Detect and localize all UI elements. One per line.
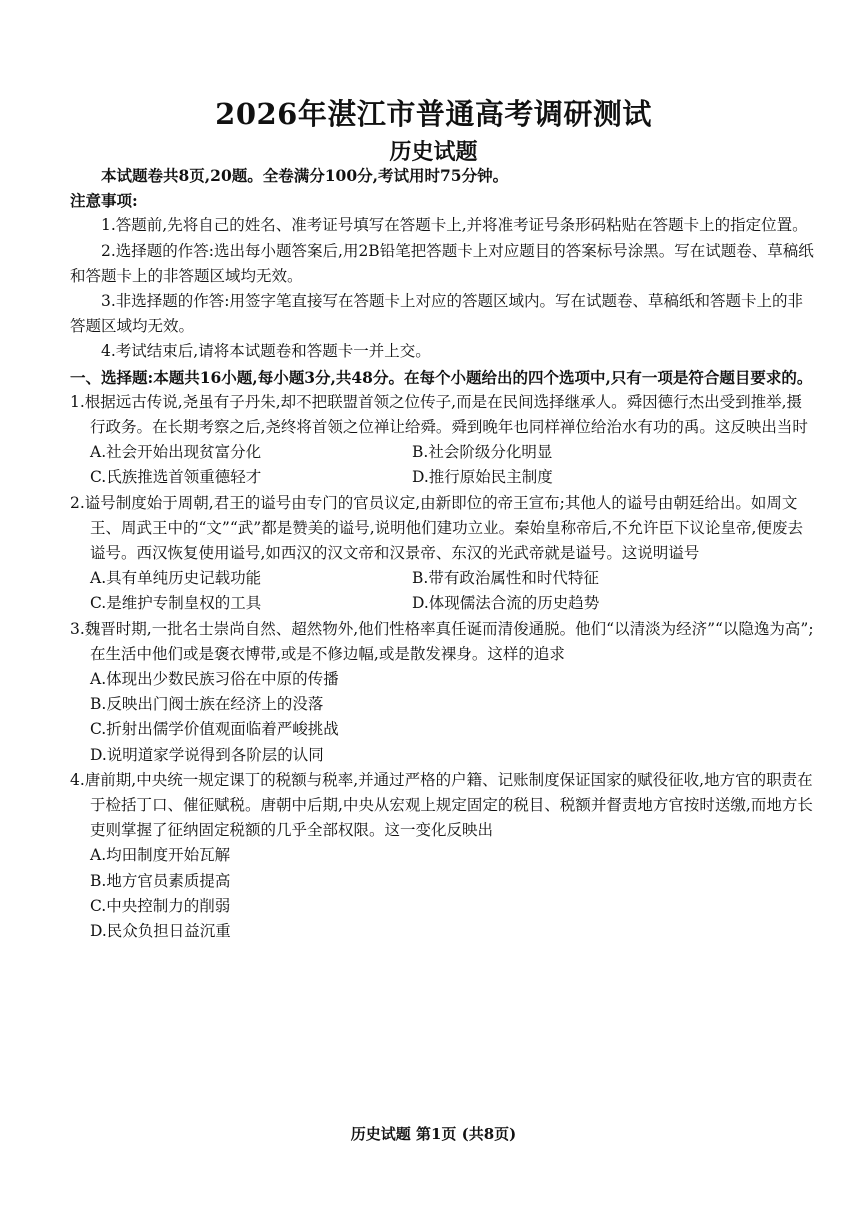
option-d: D.推行原始民主制度 — [412, 468, 553, 487]
option-d: D.体现儒法合流的历史趋势 — [412, 594, 600, 613]
question-stem: 4.唐前期,中央统一规定课丁的税额与税率,并通过严格的户籍、记账制度保证国家的赋役征收,地方官的职责在于检括丁口、催征赋税。唐朝中后期,中央从宏观上规定固定的税目、税额并督责地方官按时送缴,而地方长吏则掌握了征纳固定税额的几乎全部权限。这一变化反映出 — [70, 770, 813, 840]
notice-item: 1.答题前,先将自己的姓名、准考证号填写在答题卡上,并将准考证号条形码粘贴在答题卡上的指定位置。 — [101, 216, 808, 235]
option-c: C.是维护专制皇权的工具 — [90, 594, 262, 613]
exam-title: 2026年湛江市普通高考调研测试 — [215, 97, 652, 131]
option-d: D.说明道家学说得到各阶层的认同 — [90, 745, 324, 764]
option-a: A.社会开始出现贫富分化 — [90, 443, 262, 462]
exam-subject-title: 历史试题 — [389, 139, 478, 165]
exam-intro: 本试题卷共8页,20题。全卷满分100分,考试用时75分钟。 — [101, 166, 509, 185]
option-b: B.地方官员素质提高 — [90, 871, 231, 890]
option-d: D.民众负担日益沉重 — [90, 922, 231, 941]
page-footer: 历史试题 第1页 (共8页) — [350, 1125, 517, 1143]
notice-item: 2.选择题的作答:选出每小题答案后,用2B铅笔把答题卡上对应题目的答案标号涂黑。写在试题卷、草稿纸和答题卡上的非答题区域均无效。 — [70, 241, 814, 285]
notice-item: 3.非选择题的作答:用签字笔直接写在答题卡上对应的答题区域内。写在试题卷、草稿纸和答题卡上的非答题区域均无效。 — [70, 292, 804, 336]
option-b: B.带有政治属性和时代特征 — [412, 569, 599, 588]
option-b: B.反映出门阀士族在经济上的没落 — [90, 695, 324, 714]
option-c: C.折射出儒学价值观面临着严峻挑战 — [90, 720, 339, 739]
option-a: A.均田制度开始瓦解 — [90, 846, 231, 865]
option-c: C.中央控制力的削弱 — [90, 896, 231, 915]
notice-item: 4.考试结束后,请将本试题卷和答题卡一并上交。 — [101, 342, 431, 361]
exam-content — [70, 163, 815, 944]
notice-heading: 注意事项: — [70, 191, 138, 211]
question-stem: 2.谥号制度始于周朝,君王的谥号由专门的官员议定,由新即位的帝王宣布;其他人的谥号由朝廷给出。如周文王、周武王中的“文”“武”都是赞美的谥号,说明他们建功立业。秦始皇称帝后,不允许臣下议论皇帝,便废去谥号。西汉恢复使用谥号,如西汉的汉文帝和汉景帝、东汉的光武帝就是谥号。这说明谥号 — [70, 493, 803, 563]
option-b: B.社会阶级分化明显 — [412, 443, 553, 462]
question-stem: 1.根据远古传说,尧虽有子丹朱,却不把联盟首领之位传子,而是在民间选择继承人。舜因德行杰出受到推举,摄行政务。在长期考察之后,尧终将首领之位禅让给舜。舜到晚年也同样禅位给治水有功的禹。这反映出当时 — [70, 392, 808, 437]
question-stem: 3.魏晋时期,一批名士崇尚自然、超然物外,他们性格率真任诞而清俊通脱。他们“以清淡为经济”“以隐逸为高”;在生活中他们或是褒衣博带,或是不修边幅,或是散发裸身。这样的追求 — [70, 619, 814, 663]
option-a: A.体现出少数民族习俗在中原的传播 — [90, 670, 339, 689]
option-c: C.氏族推选首领重德轻才 — [90, 468, 262, 487]
question-options — [70, 440, 815, 490]
option-a: A.具有单纯历史记载功能 — [90, 569, 262, 588]
question-options — [70, 566, 815, 616]
section-heading: 一、选择题:本题共16小题,每小题3分,共48分。在每个小题给出的四个选项中,只有一项是符合题目要求的。 — [70, 367, 813, 387]
